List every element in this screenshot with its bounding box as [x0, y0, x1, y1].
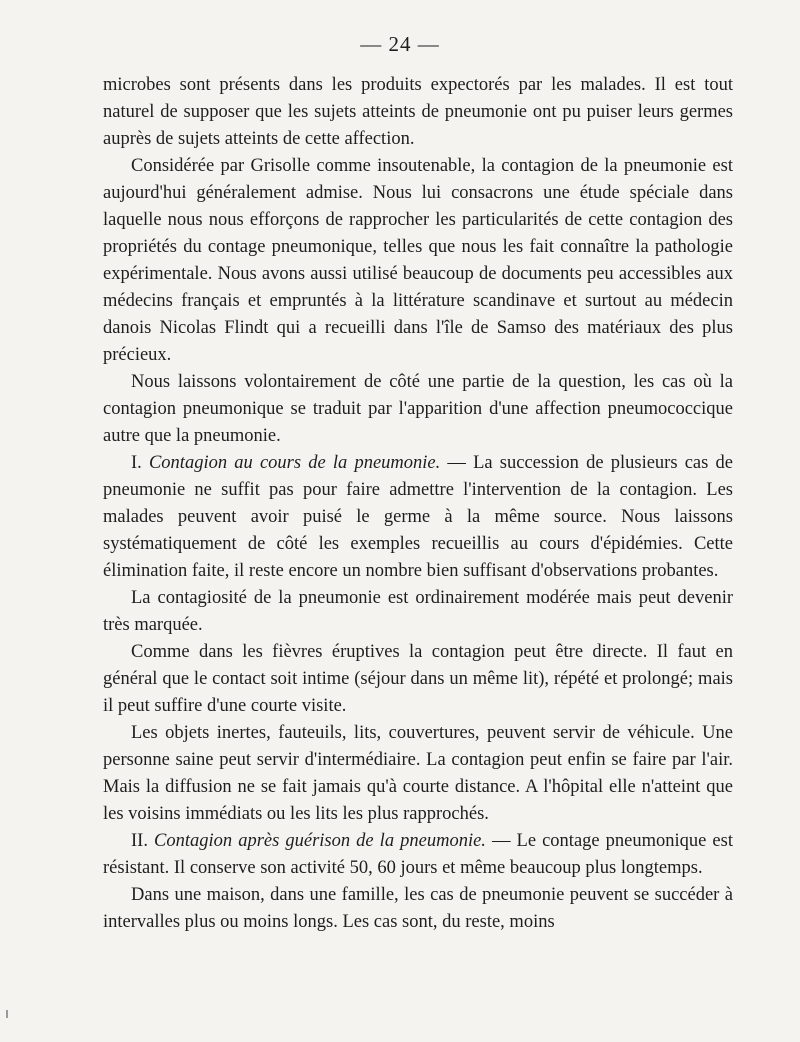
section-two-number: II.	[131, 831, 155, 851]
paragraph-continuation: microbes sont présents dans les produits expectorés par les malades. Il est tout naturel de supposer que les sujets atteints de pneumonie ont pu puiser leurs germes auprès de sujets atteints de cette affection.	[103, 75, 733, 149]
section-two-text: — Le contage pneumonique est résistant. Il conserve son activité 50, 60 jours et même beaucoup plus longtemps.	[103, 831, 733, 878]
paragraph-direct-contagion: Comme dans les fièvres éruptives la contagion peut être directe. Il faut en général que le contact soit intime (séjour dans un même lit), répété et prolongé; mais il peut suffire d'une courte visite.	[103, 642, 733, 716]
paragraph-scope: Nous laissons volontairement de côté une partie de la question, les cas où la contagion pneumonique se traduit par l'apparition d'une affection pneumococcique autre que la pneumonie.	[103, 372, 733, 446]
page-number: — 24 —	[360, 32, 440, 56]
paragraph-section-one	[103, 450, 733, 585]
paragraph-section-two	[103, 828, 733, 882]
page-edge-mark	[6, 1010, 8, 1018]
paragraph-household: Dans une maison, dans une famille, les cas de pneumonie peuvent se succéder à intervalles plus ou moins longs. Les cas sont, du reste, moins	[103, 885, 733, 932]
section-two-heading: Contagion après guérison de la pneumonie.	[154, 831, 486, 851]
body-text	[103, 72, 733, 936]
section-one-text: — La succession de plusieurs cas de pneumonie ne suffit pas pour faire admettre l'intervention de la contagion. Les malades peuvent avoir puisé le germe à la même source. Nous laissons systématiquement de côté les exemples recueillis au cours d'épidémies. Cette élimination faite, il reste encore un nombre bien suffisant d'observations probantes.	[103, 453, 733, 581]
section-one-heading: Contagion au cours de la pneumonie.	[148, 453, 441, 473]
paragraph-indirect-contagion: Les objets inertes, fauteuils, lits, couvertures, peuvent servir de véhicule. Une personne saine peut servir d'intermédiaire. La contagion peut enfin se faire par l'air. Mais la diffusion ne se fait jamais qu'à courte distance. A l'hôpital elle n'atteint que les voisins immédiats ou les lits les plus rapprochés.	[103, 723, 733, 824]
paragraph-contagion-intro: Considérée par Grisolle comme insoutenable, la contagion de la pneumonie est aujourd'hui généralement admise. Nous lui consacrons une étude spéciale dans laquelle nous nous efforçons de rapprocher les particularités de cette contagion des propriétés du contage pneumonique, telles que nous les fait connaître la pathologie expérimentale. Nous avons aussi utilisé beaucoup de documents peu accessibles aux médecins français et empruntés à la littérature scandinave et surtout au médecin danois Nicolas Flindt qui a recueilli dans l'île de Samso des matériaux des plus précieux.	[103, 156, 733, 365]
section-one-number: I.	[131, 453, 149, 473]
paragraph-contagiosity: La contagiosité de la pneumonie est ordinairement modérée mais peut devenir très marquée.	[103, 588, 733, 635]
